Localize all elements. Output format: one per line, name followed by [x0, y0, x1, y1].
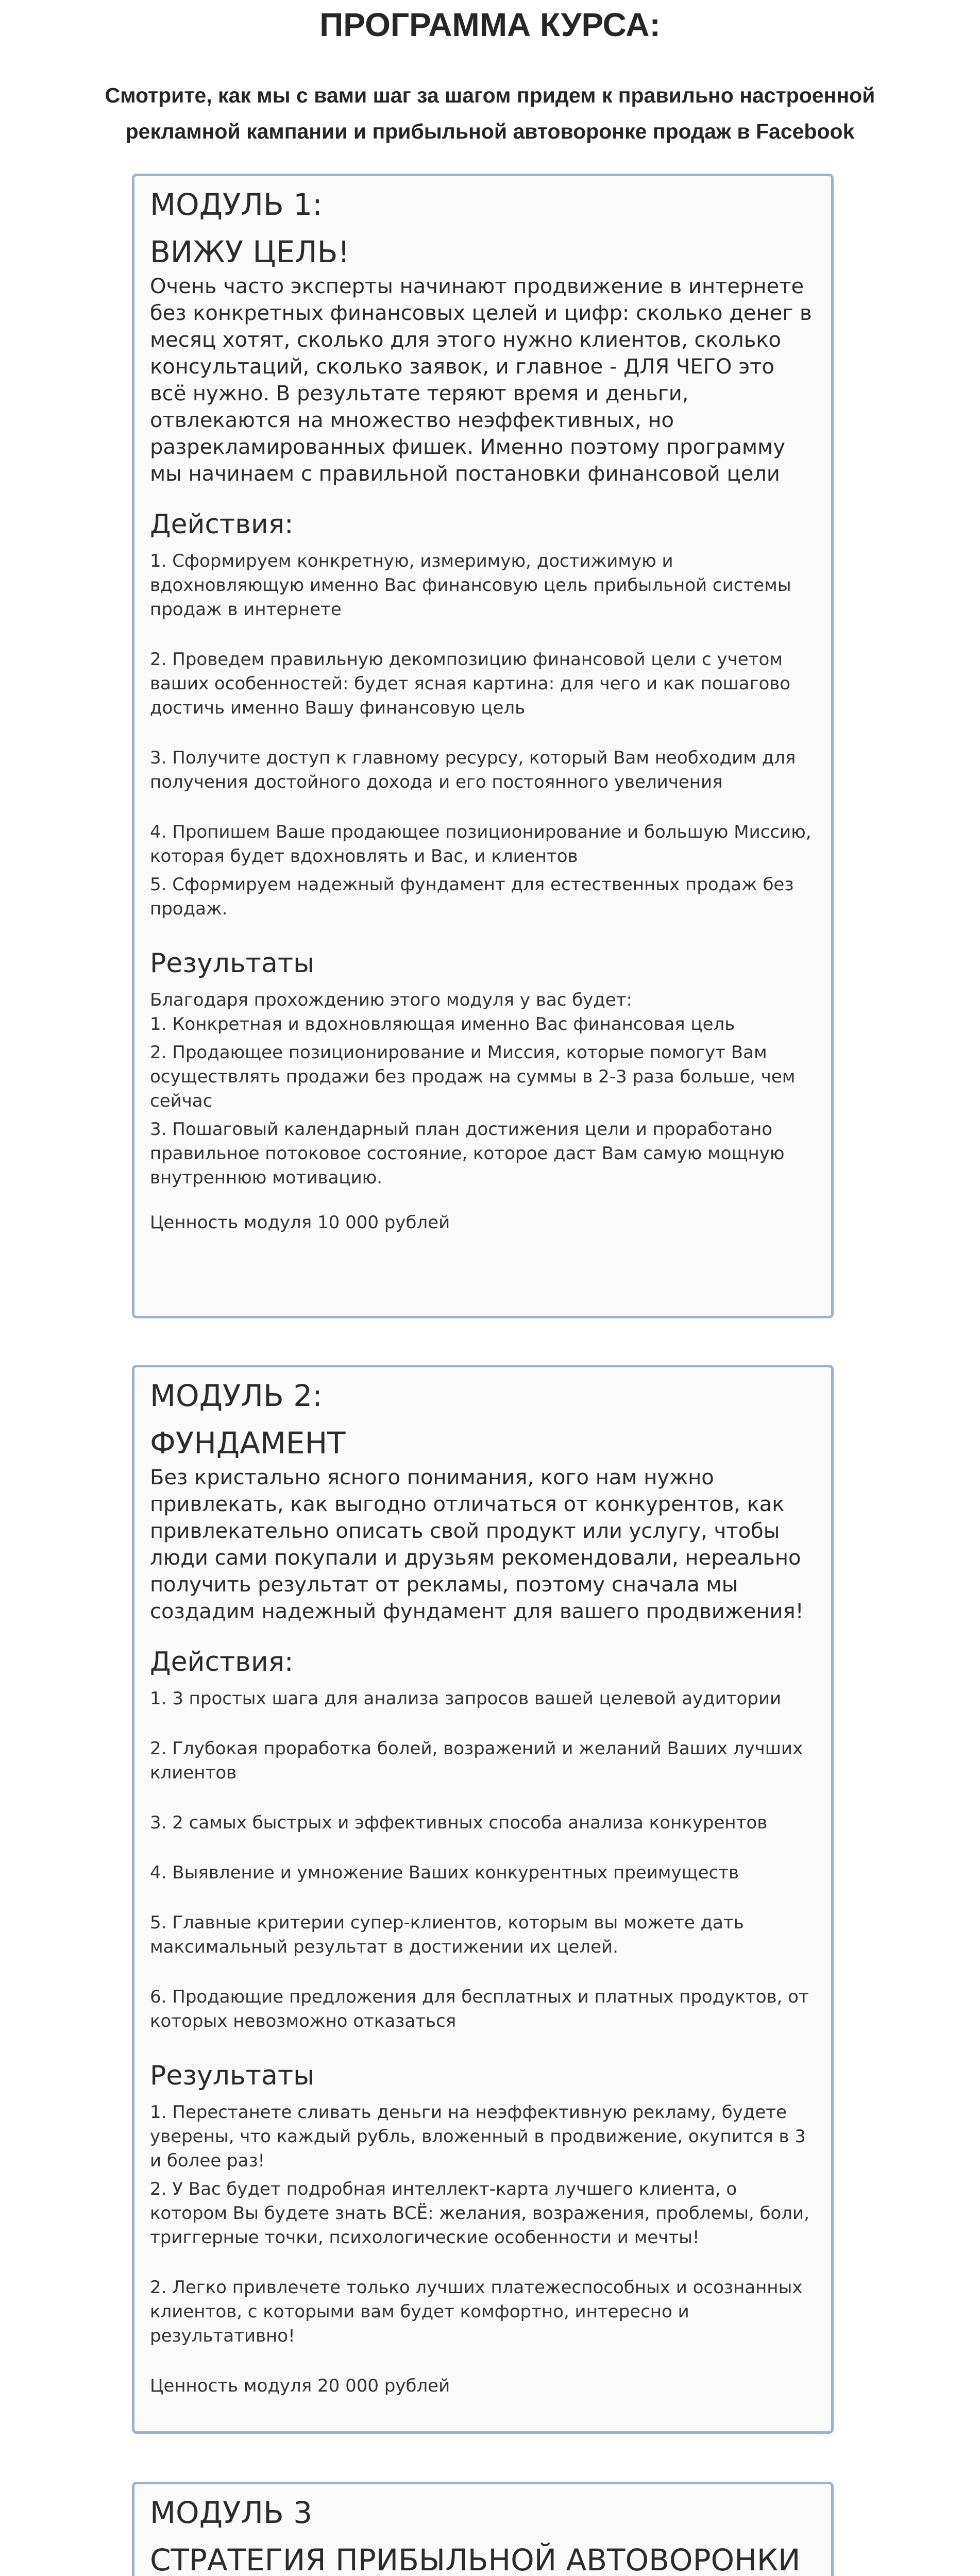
- action-item: 5. Главные критерии супер-клиентов, которым вы можете дать максимальный результат в достижении их целей.: [150, 1912, 744, 1957]
- module-title: ФУНДАМЕНТ: [150, 1426, 346, 1461]
- module-title: ВИЖУ ЦЕЛЬ!: [150, 234, 350, 269]
- action-item: 6. Продающие предложения для бесплатных и платных продуктов, от которых невозможно отказаться: [150, 1987, 809, 2031]
- page-subtitle: Смотрите, как мы с вами шаг за шагом придем к правильно настроенной рекламной кампании и прибыльной автоворонке продаж в Facebook: [105, 83, 875, 143]
- actions-heading: Действия:: [150, 509, 294, 540]
- result-item: 1. Перестанете сливать деньги на неэффективную рекламу, будете уверены, что каждый рубль, вложенный в продвижение, окупится в 3 и более раз!: [150, 2102, 806, 2171]
- action-item: 1. Сформируем конкретную, измеримую, достижимую и вдохновляющую именно Вас финансовую цель прибыльной системы продаж в интернете: [150, 551, 791, 620]
- action-item: 3. Получите доступ к главному ресурсу, который Вам необходим для получения достойного дохода и его постоянного увеличения: [150, 748, 796, 792]
- page-title: ПРОГРАММА КУРСА:: [319, 6, 661, 43]
- module-card-2: [132, 1365, 834, 2434]
- result-item: 1. Конкретная и вдохновляющая именно Вас финансовая цель: [150, 1014, 735, 1035]
- module-intro: Очень часто эксперты начинают продвижение в интернете без конкретных финансовых целей и цифр: сколько денег в месяц хотят, сколько для этого нужно клиентов, сколько консультаций, сколько заявок, и главное - ДЛЯ ЧЕГО это всё нужно. В результате теряют время и деньги, отвлекаются на множество неэффективных, но разрекламированных фишек. Именно поэтому программу мы начинаем с правильной постановки финансовой цели: [150, 275, 812, 486]
- action-item: 4. Пропишем Ваше продающее позиционирование и большую Миссию, которая будет вдохновлять и Вас, и клиентов: [150, 822, 812, 867]
- results-intro: Благодаря прохождению этого модуля у вас будет:: [150, 990, 632, 1010]
- action-item: 2. Глубокая проработка болей, возражений и желаний Ваших лучших клиентов: [150, 1738, 803, 1783]
- action-item: 4. Выявление и умножение Ваших конкурентных преимуществ: [150, 1862, 739, 1883]
- module-value: Ценность модуля 10 000 рублей: [150, 1212, 450, 1233]
- module-label: МОДУЛЬ 1:: [150, 187, 323, 222]
- result-item: 2. Легко привлечете только лучших платежеспособных и осознанных клиентов, с которыми вам будет комфортно, интересно и результативно!: [150, 2277, 803, 2346]
- actions-heading: Действия:: [150, 1647, 294, 1677]
- module-value: Ценность модуля 20 000 рублей: [150, 2376, 450, 2396]
- action-item: 1. 3 простых шага для анализа запросов вашей целевой аудитории: [150, 1688, 782, 1709]
- module-card-3: [132, 2482, 834, 2576]
- module-intro: Без кристально ясного понимания, кого нам нужно привлекать, как выгодно отличаться от конкурентов, как привлекательно описать свой продукт или услугу, чтобы люди сами покупали и друзьям рекомендовали, нереально получить результат от рекламы, поэтому сначала мы создадим надежный фундамент для вашего продвижения!: [150, 1466, 804, 1623]
- module-title: СТРАТЕГИЯ ПРИБЫЛЬНОЙ АВТОВОРОНКИ: [150, 2543, 801, 2576]
- action-item: 2. Проведем правильную декомпозицию финансовой цели с учетом ваших особенностей: будет ясная картина: для чего и как пошагово достичь именно Вашу финансовую цель: [150, 649, 791, 718]
- result-item: 3. Пошаговый календарный план достижения цели и проработано правильное потоковое состояние, которое даст Вам самую мощную внутреннюю мотивацию.: [150, 1119, 785, 1188]
- results-heading: Результаты: [150, 2060, 315, 2091]
- module-label: МОДУЛЬ 3: [150, 2495, 313, 2530]
- module-label: МОДУЛЬ 2:: [150, 1378, 323, 1413]
- module-card-1: [132, 174, 834, 1318]
- result-item: 2. У Вас будет подробная интеллект-карта лучшего клиента, о котором Вы будете знать ВСЁ: желания, возражения, проблемы, боли, триггерные точки, психологические особенности и мечты!: [150, 2179, 809, 2248]
- action-item: 5. Сформируем надежный фундамент для естественных продаж без продаж.: [150, 874, 794, 919]
- results-heading: Результаты: [150, 948, 315, 979]
- action-item: 3. 2 самых быстрых и эффективных способа анализа конкурентов: [150, 1812, 768, 1833]
- result-item: 2. Продающее позиционирование и Миссия, которые помогут Вам осуществлять продажи без продаж на суммы в 2-3 раза больше, чем сейчас: [150, 1042, 796, 1111]
